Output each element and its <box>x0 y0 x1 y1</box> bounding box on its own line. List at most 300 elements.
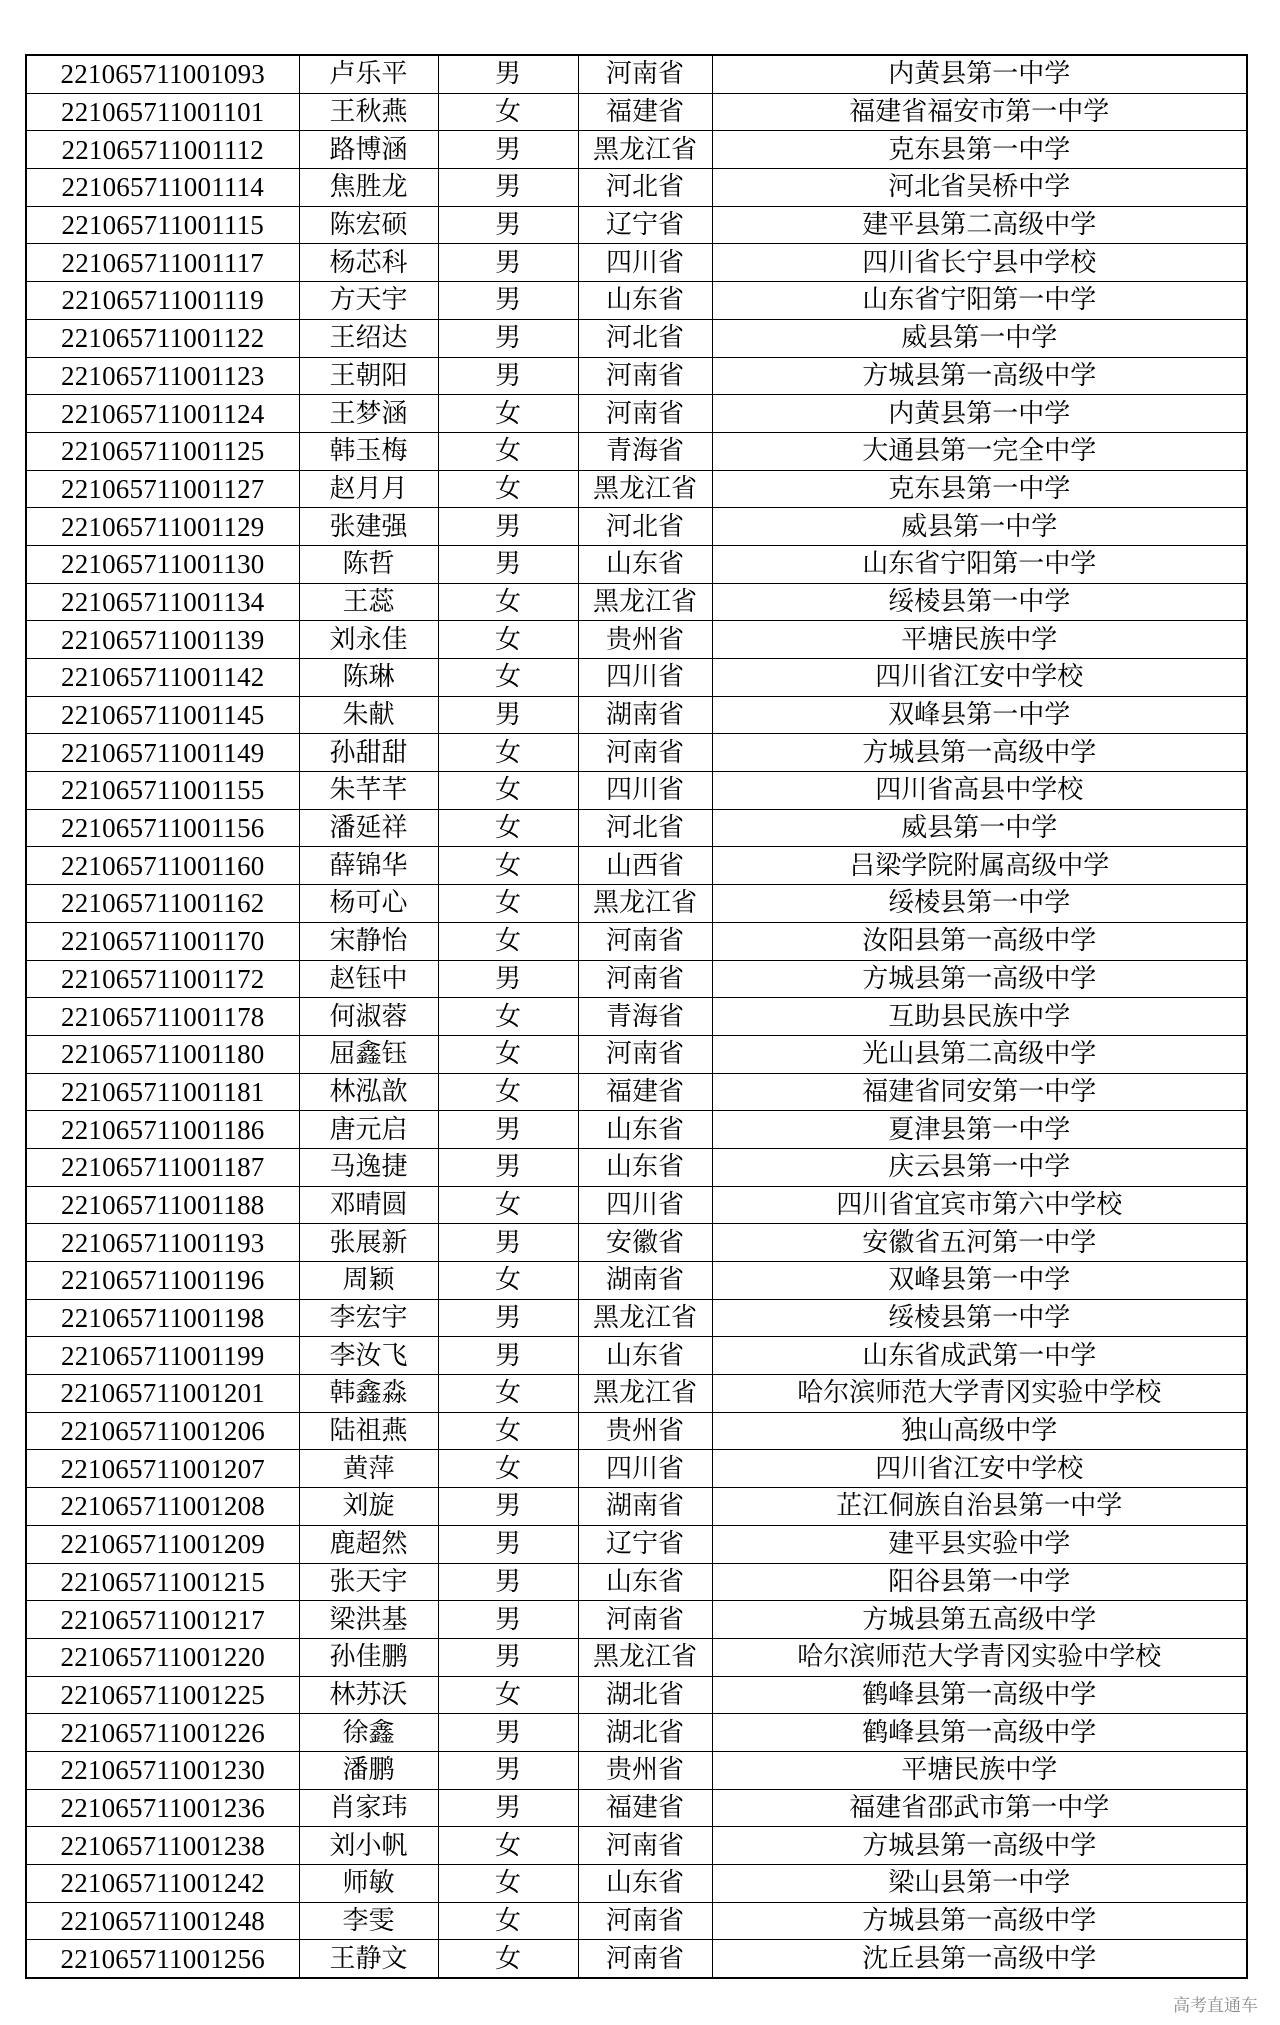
gender-cell: 女 <box>438 1035 578 1073</box>
province-cell: 四川省 <box>578 244 712 282</box>
school-cell: 方城县第五高级中学 <box>712 1601 1247 1639</box>
province-cell: 山西省 <box>578 847 712 885</box>
student-name-cell: 王蕊 <box>299 583 438 621</box>
candidate-id-cell: 221065711001145 <box>26 696 299 734</box>
student-name-cell: 韩鑫淼 <box>299 1375 438 1413</box>
table-row <box>26 395 1247 433</box>
student-name-cell: 肖家玮 <box>299 1789 438 1827</box>
candidate-id-cell: 221065711001129 <box>26 508 299 546</box>
student-name-cell: 周颖 <box>299 1262 438 1300</box>
table-row <box>26 1676 1247 1714</box>
student-name-cell: 宋静怡 <box>299 922 438 960</box>
candidate-id-cell: 221065711001226 <box>26 1714 299 1752</box>
province-cell: 贵州省 <box>578 1751 712 1789</box>
student-name-cell: 韩玉梅 <box>299 432 438 470</box>
school-cell: 克东县第一中学 <box>712 470 1247 508</box>
gender-cell: 女 <box>438 1186 578 1224</box>
candidate-id-cell: 221065711001115 <box>26 206 299 244</box>
gender-cell: 男 <box>438 1714 578 1752</box>
school-cell: 山东省宁阳第一中学 <box>712 282 1247 320</box>
candidate-id-cell: 221065711001149 <box>26 734 299 772</box>
candidate-id-cell: 221065711001162 <box>26 885 299 923</box>
candidate-id-cell: 221065711001142 <box>26 659 299 697</box>
candidate-id-cell: 221065711001206 <box>26 1412 299 1450</box>
province-cell: 河南省 <box>578 922 712 960</box>
school-cell: 四川省高县中学校 <box>712 772 1247 810</box>
table-row <box>26 1827 1247 1865</box>
province-cell: 山东省 <box>578 1865 712 1903</box>
student-name-cell: 张天宇 <box>299 1563 438 1601</box>
school-cell: 独山高级中学 <box>712 1412 1247 1450</box>
table-row <box>26 282 1247 320</box>
candidate-id-cell: 221065711001155 <box>26 772 299 810</box>
table-row <box>26 1337 1247 1375</box>
candidate-id-cell: 221065711001139 <box>26 621 299 659</box>
province-cell: 河南省 <box>578 960 712 998</box>
school-cell: 四川省江安中学校 <box>712 1450 1247 1488</box>
gender-cell: 女 <box>438 659 578 697</box>
school-cell: 沈丘县第一高级中学 <box>712 1940 1247 1978</box>
gender-cell: 男 <box>438 1299 578 1337</box>
province-cell: 河南省 <box>578 1601 712 1639</box>
candidate-id-cell: 221065711001119 <box>26 282 299 320</box>
gender-cell: 女 <box>438 1262 578 1300</box>
province-cell: 福建省 <box>578 1073 712 1111</box>
gender-cell: 女 <box>438 809 578 847</box>
gender-cell: 女 <box>438 847 578 885</box>
student-name-cell: 陈哲 <box>299 545 438 583</box>
table-row <box>26 508 1247 546</box>
school-cell: 吕梁学院附属高级中学 <box>712 847 1247 885</box>
student-name-cell: 孙甜甜 <box>299 734 438 772</box>
province-cell: 河南省 <box>578 55 712 93</box>
province-cell: 四川省 <box>578 1186 712 1224</box>
student-name-cell: 杨芯科 <box>299 244 438 282</box>
province-cell: 湖南省 <box>578 1262 712 1300</box>
school-cell: 福建省福安市第一中学 <box>712 93 1247 131</box>
student-name-cell: 王朝阳 <box>299 357 438 395</box>
student-name-cell: 林苏沃 <box>299 1676 438 1714</box>
table-row <box>26 1865 1247 1903</box>
table-row <box>26 93 1247 131</box>
candidate-id-cell: 221065711001248 <box>26 1902 299 1940</box>
province-cell: 黑龙江省 <box>578 131 712 169</box>
table-row <box>26 169 1247 207</box>
table-row <box>26 960 1247 998</box>
school-cell: 山东省宁阳第一中学 <box>712 545 1247 583</box>
candidate-id-cell: 221065711001101 <box>26 93 299 131</box>
province-cell: 贵州省 <box>578 621 712 659</box>
school-cell: 平塘民族中学 <box>712 1751 1247 1789</box>
candidate-id-cell: 221065711001124 <box>26 395 299 433</box>
school-cell: 哈尔滨师范大学青冈实验中学校 <box>712 1375 1247 1413</box>
table-row <box>26 1375 1247 1413</box>
province-cell: 青海省 <box>578 998 712 1036</box>
gender-cell: 男 <box>438 1751 578 1789</box>
student-name-cell: 李雯 <box>299 1902 438 1940</box>
province-cell: 河南省 <box>578 1940 712 1978</box>
table-row <box>26 659 1247 697</box>
gender-cell: 男 <box>438 1601 578 1639</box>
candidate-id-cell: 221065711001122 <box>26 319 299 357</box>
school-cell: 庆云县第一中学 <box>712 1148 1247 1186</box>
province-cell: 河北省 <box>578 319 712 357</box>
candidate-id-cell: 221065711001209 <box>26 1525 299 1563</box>
school-cell: 方城县第一高级中学 <box>712 1902 1247 1940</box>
student-name-cell: 陈宏硕 <box>299 206 438 244</box>
gender-cell: 女 <box>438 1902 578 1940</box>
candidate-id-cell: 221065711001130 <box>26 545 299 583</box>
province-cell: 湖北省 <box>578 1714 712 1752</box>
student-name-cell: 刘永佳 <box>299 621 438 659</box>
school-cell: 方城县第一高级中学 <box>712 357 1247 395</box>
province-cell: 四川省 <box>578 659 712 697</box>
school-cell: 建平县实验中学 <box>712 1525 1247 1563</box>
table-row <box>26 696 1247 734</box>
province-cell: 贵州省 <box>578 1412 712 1450</box>
province-cell: 山东省 <box>578 1111 712 1149</box>
gender-cell: 女 <box>438 395 578 433</box>
candidate-id-cell: 221065711001125 <box>26 432 299 470</box>
school-cell: 四川省宜宾市第六中学校 <box>712 1186 1247 1224</box>
gender-cell: 女 <box>438 998 578 1036</box>
candidate-id-cell: 221065711001208 <box>26 1488 299 1526</box>
province-cell: 河北省 <box>578 508 712 546</box>
table-row <box>26 1412 1247 1450</box>
school-cell: 大通县第一完全中学 <box>712 432 1247 470</box>
candidate-id-cell: 221065711001201 <box>26 1375 299 1413</box>
school-cell: 安徽省五河第一中学 <box>712 1224 1247 1262</box>
student-name-cell: 鹿超然 <box>299 1525 438 1563</box>
table-row <box>26 998 1247 1036</box>
gender-cell: 男 <box>438 282 578 320</box>
gender-cell: 男 <box>438 1563 578 1601</box>
school-cell: 福建省邵武市第一中学 <box>712 1789 1247 1827</box>
student-name-cell: 师敏 <box>299 1865 438 1903</box>
gender-cell: 女 <box>438 583 578 621</box>
school-cell: 哈尔滨师范大学青冈实验中学校 <box>712 1638 1247 1676</box>
school-cell: 河北省吴桥中学 <box>712 169 1247 207</box>
student-name-cell: 薛锦华 <box>299 847 438 885</box>
student-name-cell: 王静文 <box>299 1940 438 1978</box>
student-name-cell: 潘鹏 <box>299 1751 438 1789</box>
table-row <box>26 55 1247 93</box>
candidate-id-cell: 221065711001123 <box>26 357 299 395</box>
gender-cell: 女 <box>438 734 578 772</box>
province-cell: 辽宁省 <box>578 1525 712 1563</box>
table-row <box>26 1262 1247 1300</box>
candidate-id-cell: 221065711001207 <box>26 1450 299 1488</box>
candidate-id-cell: 221065711001238 <box>26 1827 299 1865</box>
province-cell: 河南省 <box>578 395 712 433</box>
school-cell: 平塘民族中学 <box>712 621 1247 659</box>
gender-cell: 男 <box>438 319 578 357</box>
candidate-id-cell: 221065711001127 <box>26 470 299 508</box>
candidate-id-cell: 221065711001187 <box>26 1148 299 1186</box>
admission-list-table <box>25 54 1248 1979</box>
province-cell: 河北省 <box>578 809 712 847</box>
school-cell: 双峰县第一中学 <box>712 696 1247 734</box>
province-cell: 四川省 <box>578 1450 712 1488</box>
student-name-cell: 张建强 <box>299 508 438 546</box>
candidate-id-cell: 221065711001093 <box>26 55 299 93</box>
province-cell: 四川省 <box>578 772 712 810</box>
table-row <box>26 1563 1247 1601</box>
table-row <box>26 131 1247 169</box>
student-name-cell: 路博涵 <box>299 131 438 169</box>
student-name-cell: 张展新 <box>299 1224 438 1262</box>
table-row <box>26 206 1247 244</box>
student-name-cell: 卢乐平 <box>299 55 438 93</box>
candidate-id-cell: 221065711001114 <box>26 169 299 207</box>
student-name-cell: 赵月月 <box>299 470 438 508</box>
table-row <box>26 470 1247 508</box>
gender-cell: 男 <box>438 206 578 244</box>
province-cell: 湖南省 <box>578 1488 712 1526</box>
student-name-cell: 黄萍 <box>299 1450 438 1488</box>
school-cell: 阳谷县第一中学 <box>712 1563 1247 1601</box>
gender-cell: 男 <box>438 131 578 169</box>
school-cell: 梁山县第一中学 <box>712 1865 1247 1903</box>
gender-cell: 女 <box>438 93 578 131</box>
gender-cell: 男 <box>438 357 578 395</box>
school-cell: 建平县第二高级中学 <box>712 206 1247 244</box>
table-row <box>26 809 1247 847</box>
gender-cell: 女 <box>438 922 578 960</box>
student-name-cell: 方天宇 <box>299 282 438 320</box>
gender-cell: 女 <box>438 470 578 508</box>
candidate-id-cell: 221065711001198 <box>26 1299 299 1337</box>
candidate-id-cell: 221065711001256 <box>26 1940 299 1978</box>
province-cell: 黑龙江省 <box>578 583 712 621</box>
student-name-cell: 梁洪基 <box>299 1601 438 1639</box>
gender-cell: 男 <box>438 1148 578 1186</box>
school-cell: 芷江侗族自治县第一中学 <box>712 1488 1247 1526</box>
student-name-cell: 屈鑫钰 <box>299 1035 438 1073</box>
table-row <box>26 1902 1247 1940</box>
province-cell: 河南省 <box>578 1902 712 1940</box>
candidate-id-cell: 221065711001186 <box>26 1111 299 1149</box>
province-cell: 黑龙江省 <box>578 885 712 923</box>
student-name-cell: 陈琳 <box>299 659 438 697</box>
gender-cell: 女 <box>438 621 578 659</box>
gender-cell: 女 <box>438 1827 578 1865</box>
school-cell: 双峰县第一中学 <box>712 1262 1247 1300</box>
gender-cell: 女 <box>438 1676 578 1714</box>
school-cell: 威县第一中学 <box>712 809 1247 847</box>
table-row <box>26 1525 1247 1563</box>
province-cell: 河南省 <box>578 1827 712 1865</box>
student-name-cell: 徐鑫 <box>299 1714 438 1752</box>
candidate-id-cell: 221065711001180 <box>26 1035 299 1073</box>
candidate-id-cell: 221065711001178 <box>26 998 299 1036</box>
table-row <box>26 1073 1247 1111</box>
province-cell: 湖南省 <box>578 696 712 734</box>
gender-cell: 男 <box>438 169 578 207</box>
school-cell: 四川省长宁县中学校 <box>712 244 1247 282</box>
student-name-cell: 王秋燕 <box>299 93 438 131</box>
candidate-id-cell: 221065711001242 <box>26 1865 299 1903</box>
gender-cell: 男 <box>438 508 578 546</box>
table-row <box>26 772 1247 810</box>
table-row <box>26 432 1247 470</box>
province-cell: 山东省 <box>578 545 712 583</box>
school-cell: 威县第一中学 <box>712 319 1247 357</box>
student-name-cell: 赵钰中 <box>299 960 438 998</box>
candidate-id-cell: 221065711001193 <box>26 1224 299 1262</box>
gender-cell: 男 <box>438 1488 578 1526</box>
province-cell: 山东省 <box>578 1337 712 1375</box>
school-cell: 威县第一中学 <box>712 508 1247 546</box>
candidate-id-cell: 221065711001156 <box>26 809 299 847</box>
province-cell: 河北省 <box>578 169 712 207</box>
table-row <box>26 1638 1247 1676</box>
gender-cell: 男 <box>438 55 578 93</box>
student-name-cell: 李汝飞 <box>299 1337 438 1375</box>
student-name-cell: 焦胜龙 <box>299 169 438 207</box>
province-cell: 黑龙江省 <box>578 1299 712 1337</box>
province-cell: 辽宁省 <box>578 206 712 244</box>
candidate-id-cell: 221065711001112 <box>26 131 299 169</box>
school-cell: 绥棱县第一中学 <box>712 885 1247 923</box>
school-cell: 夏津县第一中学 <box>712 1111 1247 1149</box>
student-name-cell: 李宏宇 <box>299 1299 438 1337</box>
gender-cell: 女 <box>438 1865 578 1903</box>
student-name-cell: 朱芊芊 <box>299 772 438 810</box>
table-row <box>26 847 1247 885</box>
student-name-cell: 王绍达 <box>299 319 438 357</box>
gender-cell: 女 <box>438 1940 578 1978</box>
table-row <box>26 1450 1247 1488</box>
table-row <box>26 583 1247 621</box>
table-row <box>26 1488 1247 1526</box>
table-row <box>26 244 1247 282</box>
gender-cell: 女 <box>438 1412 578 1450</box>
table-row <box>26 357 1247 395</box>
document-page <box>25 54 1246 1979</box>
gender-cell: 女 <box>438 1073 578 1111</box>
table-row <box>26 1751 1247 1789</box>
candidate-id-cell: 221065711001230 <box>26 1751 299 1789</box>
student-name-cell: 唐元启 <box>299 1111 438 1149</box>
school-cell: 福建省同安第一中学 <box>712 1073 1247 1111</box>
province-cell: 湖北省 <box>578 1676 712 1714</box>
school-cell: 四川省江安中学校 <box>712 659 1247 697</box>
candidate-id-cell: 221065711001217 <box>26 1601 299 1639</box>
school-cell: 汝阳县第一高级中学 <box>712 922 1247 960</box>
province-cell: 山东省 <box>578 1563 712 1601</box>
gender-cell: 女 <box>438 1450 578 1488</box>
table-row <box>26 1224 1247 1262</box>
candidate-id-cell: 221065711001199 <box>26 1337 299 1375</box>
table-row <box>26 1714 1247 1752</box>
school-cell: 方城县第一高级中学 <box>712 960 1247 998</box>
student-name-cell: 刘小帆 <box>299 1827 438 1865</box>
table-row <box>26 922 1247 960</box>
school-cell: 方城县第一高级中学 <box>712 734 1247 772</box>
school-cell: 内黄县第一中学 <box>712 55 1247 93</box>
student-name-cell: 刘旋 <box>299 1488 438 1526</box>
gender-cell: 女 <box>438 432 578 470</box>
candidate-id-cell: 221065711001215 <box>26 1563 299 1601</box>
province-cell: 山东省 <box>578 282 712 320</box>
province-cell: 河南省 <box>578 734 712 772</box>
gender-cell: 男 <box>438 1789 578 1827</box>
school-cell: 克东县第一中学 <box>712 131 1247 169</box>
school-cell: 绥棱县第一中学 <box>712 1299 1247 1337</box>
school-cell: 方城县第一高级中学 <box>712 1827 1247 1865</box>
student-name-cell: 陆祖燕 <box>299 1412 438 1450</box>
table-body <box>26 55 1247 1978</box>
school-cell: 内黄县第一中学 <box>712 395 1247 433</box>
province-cell: 福建省 <box>578 1789 712 1827</box>
table-row <box>26 1299 1247 1337</box>
gender-cell: 男 <box>438 244 578 282</box>
province-cell: 河南省 <box>578 1035 712 1073</box>
student-name-cell: 林泓歆 <box>299 1073 438 1111</box>
candidate-id-cell: 221065711001181 <box>26 1073 299 1111</box>
table-row <box>26 1601 1247 1639</box>
candidate-id-cell: 221065711001188 <box>26 1186 299 1224</box>
student-name-cell: 何淑蓉 <box>299 998 438 1036</box>
province-cell: 福建省 <box>578 93 712 131</box>
province-cell: 黑龙江省 <box>578 1375 712 1413</box>
student-name-cell: 孙佳鹏 <box>299 1638 438 1676</box>
gender-cell: 女 <box>438 772 578 810</box>
candidate-id-cell: 221065711001170 <box>26 922 299 960</box>
table-row <box>26 1148 1247 1186</box>
student-name-cell: 王梦涵 <box>299 395 438 433</box>
table-row <box>26 319 1247 357</box>
province-cell: 黑龙江省 <box>578 1638 712 1676</box>
candidate-id-cell: 221065711001160 <box>26 847 299 885</box>
gender-cell: 男 <box>438 696 578 734</box>
gender-cell: 男 <box>438 1525 578 1563</box>
school-cell: 互助县民族中学 <box>712 998 1247 1036</box>
school-cell: 鹤峰县第一高级中学 <box>712 1676 1247 1714</box>
school-cell: 鹤峰县第一高级中学 <box>712 1714 1247 1752</box>
table-row <box>26 734 1247 772</box>
gender-cell: 男 <box>438 1638 578 1676</box>
candidate-id-cell: 221065711001220 <box>26 1638 299 1676</box>
candidate-id-cell: 221065711001172 <box>26 960 299 998</box>
gender-cell: 男 <box>438 545 578 583</box>
school-cell: 光山县第二高级中学 <box>712 1035 1247 1073</box>
gender-cell: 女 <box>438 1375 578 1413</box>
province-cell: 山东省 <box>578 1148 712 1186</box>
student-name-cell: 潘延祥 <box>299 809 438 847</box>
gender-cell: 男 <box>438 1111 578 1149</box>
table-row <box>26 1035 1247 1073</box>
student-name-cell: 马逸捷 <box>299 1148 438 1186</box>
candidate-id-cell: 221065711001225 <box>26 1676 299 1714</box>
candidate-id-cell: 221065711001196 <box>26 1262 299 1300</box>
table-row <box>26 1186 1247 1224</box>
candidate-id-cell: 221065711001236 <box>26 1789 299 1827</box>
gender-cell: 男 <box>438 1224 578 1262</box>
province-cell: 黑龙江省 <box>578 470 712 508</box>
school-cell: 山东省成武第一中学 <box>712 1337 1247 1375</box>
table-row <box>26 885 1247 923</box>
gender-cell: 女 <box>438 885 578 923</box>
student-name-cell: 邓晴圆 <box>299 1186 438 1224</box>
table-row <box>26 1111 1247 1149</box>
table-row <box>26 621 1247 659</box>
student-name-cell: 朱献 <box>299 696 438 734</box>
table-row <box>26 1940 1247 1978</box>
gender-cell: 男 <box>438 960 578 998</box>
student-name-cell: 杨可心 <box>299 885 438 923</box>
